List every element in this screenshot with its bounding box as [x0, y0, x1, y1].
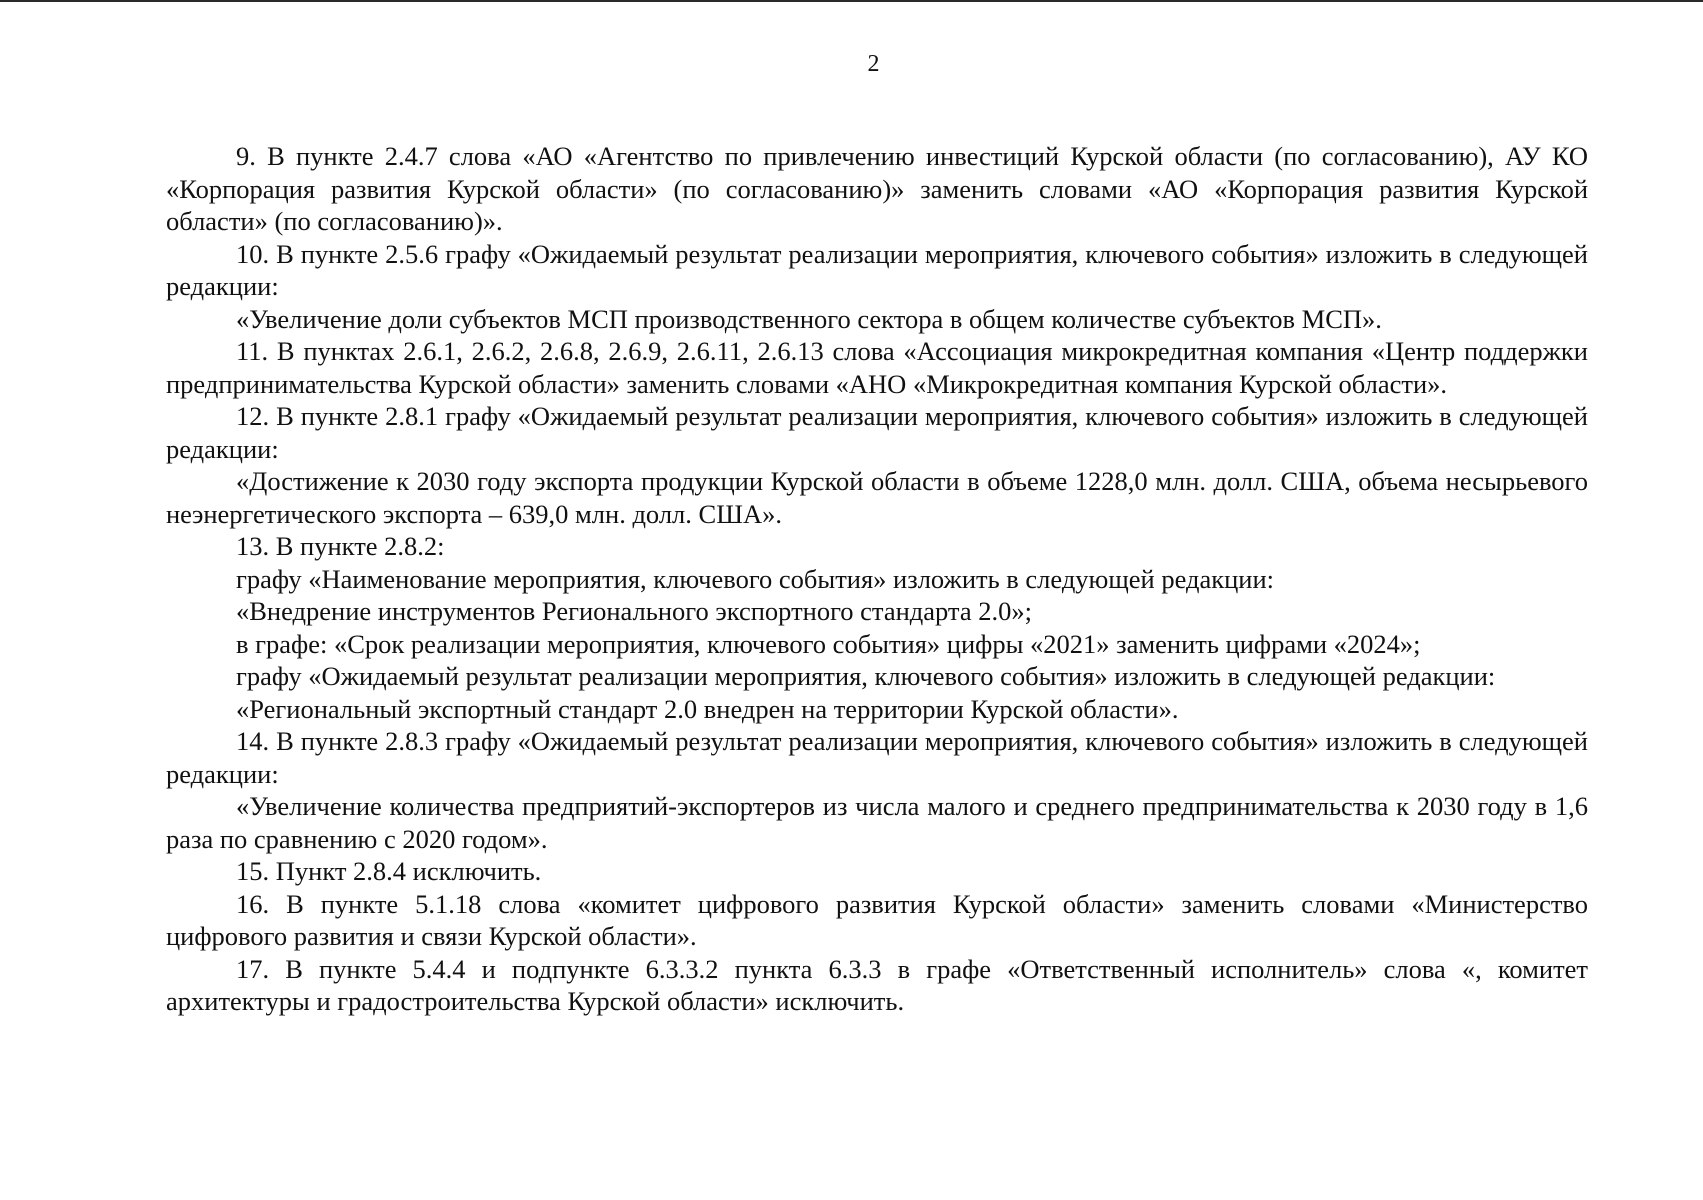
paragraph-item-10-quote: «Увеличение доли субъектов МСП производственного сектора в общем количестве субъектов МСП». — [236, 303, 1382, 334]
paragraph-item-13-result-quote: «Региональный экспортный стандарт 2.0 внедрен на территории Курской области». — [236, 693, 1179, 724]
paragraph-item-13-result-column: графу «Ожидаемый результат реализации мероприятия, ключевого события» изложить в следующей редакции: — [236, 661, 1496, 691]
paragraph-item-13-name-quote: «Внедрение инструментов Регионального экспортного стандарта 2.0»; — [236, 596, 1032, 626]
paragraph-item-12: 12. В пункте 2.8.1 графу «Ожидаемый результат реализации мероприятия, ключевого события» изложить в следующей редакции: — [166, 401, 1588, 464]
paragraph-item-17: 17. В пункте 5.4.4 и подпункте 6.3.3.2 пункта 6.3.3 в графе «Ответственный исполнитель» слова «, комитет архитектуры и градостроительства Курской области» исключить. — [166, 953, 1588, 1016]
document-body — [166, 140, 1588, 1018]
paragraph-item-13-name-column: графу «Наименование мероприятия, ключевого события» изложить в следующей редакции: — [236, 563, 1275, 594]
paragraph-item-13: 13. В пункте 2.8.2: — [236, 531, 445, 561]
paragraph-item-12-quote: «Достижение к 2030 году экспорта продукции Курской области в объеме 1228,0 млн. долл. США, объема несырьевого неэнергетического экспорта – 639,0 млн. долл. США». — [166, 466, 1588, 529]
paragraph-item-16: 16. В пункте 5.1.18 слова «комитет цифрового развития Курской области» заменить словами «Министерство цифрового развития и связи Курской области». — [166, 888, 1588, 951]
paragraph-item-10: 10. В пункте 2.5.6 графу «Ожидаемый результат реализации мероприятия, ключевого события» изложить в следующей редакции: — [166, 238, 1588, 301]
page-number: 2 — [867, 51, 880, 77]
paragraph-item-15: 15. Пункт 2.8.4 исключить. — [236, 856, 542, 886]
paragraph-item-14-quote: «Увеличение количества предприятий-экспортеров из числа малого и среднего предпринимательства к 2030 году в 1,6 раза по сравнению с 2020 годом». — [166, 791, 1588, 854]
paragraph-item-9: 9. В пункте 2.4.7 слова «АО «Агентство по привлечению инвестиций Курской области (по согласованию), АУ КО «Корпорация развития Курской области» (по согласованию)» заменить словами «АО «Корпорация развития Курской области» (по согласованию)». — [166, 141, 1588, 236]
paragraph-item-11: 11. В пунктах 2.6.1, 2.6.2, 2.6.8, 2.6.9, 2.6.11, 2.6.13 слова «Ассоциация микрокредитная компания «Центр поддержки предпринимательства Курской области» заменить словами «АНО «Микрокредитная компания Курской области». — [166, 336, 1588, 399]
paragraph-item-14: 14. В пункте 2.8.3 графу «Ожидаемый результат реализации мероприятия, ключевого события» изложить в следующей редакции: — [166, 726, 1588, 789]
top-border-line — [0, 0, 1703, 2]
paragraph-item-13-term-column: в графе: «Срок реализации мероприятия, ключевого события» цифры «2021» заменить цифрами «2024»; — [236, 628, 1421, 659]
